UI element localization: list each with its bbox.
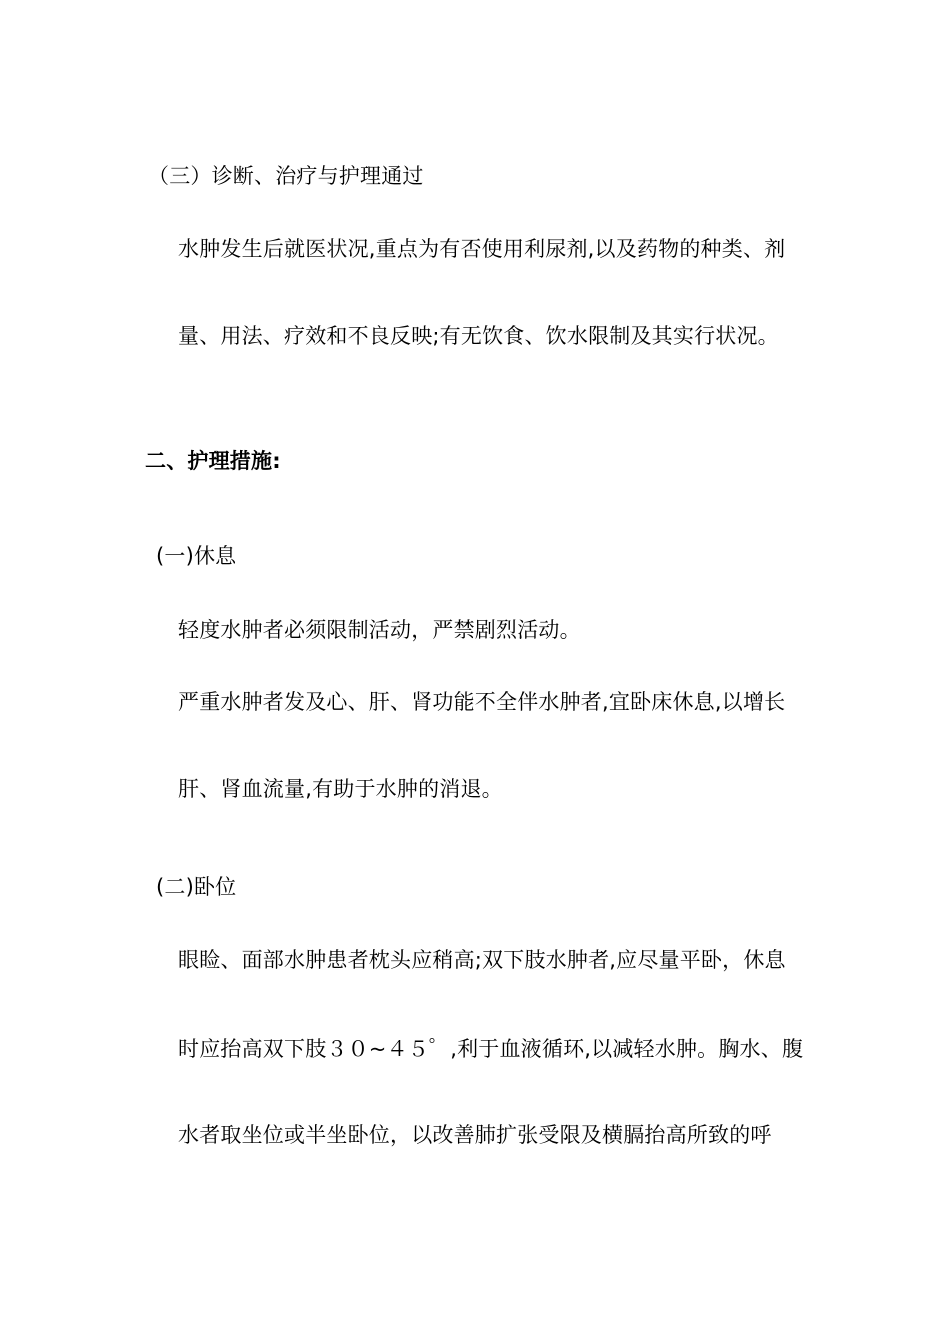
part-two-title: 二、护理措施: [145,449,281,473]
subsection-title-rest: (一)休息 [156,544,237,568]
paragraph-line: 肝、肾血流量,有助于水肿的消退。 [178,777,503,801]
paragraph-line: 量、用法、疗效和不良反映;有无饮食、饮水限制及其实行状况。 [178,324,779,348]
paragraph-line: 水肿发生后就医状况,重点为有否使用利尿剂,以及药物的种类、剂 [178,237,786,261]
subsection-title-position: (二)卧位 [156,875,237,899]
paragraph-line: 严重水肿者发及心、肝、肾功能不全伴水肿者,宜卧床休息,以增长 [178,690,786,714]
paragraph-line: 水者取坐位或半坐卧位，以改善肺扩张受限及横膈抬高所致的呼 [178,1123,772,1147]
section-three-title: （三）诊断、治疗与护理通过 [148,164,424,188]
paragraph-line: 轻度水肿者必须限制活动，严禁剧烈活动。 [178,618,581,642]
paragraph-line: 眼睑、面部水肿患者枕头应稍高;双下肢水肿者,应尽量平卧，休息 [178,948,786,972]
paragraph-line: 时应抬高双下肢３０~４５゜,利于血液循环,以减轻水肿。胸水、腹 [178,1037,804,1061]
